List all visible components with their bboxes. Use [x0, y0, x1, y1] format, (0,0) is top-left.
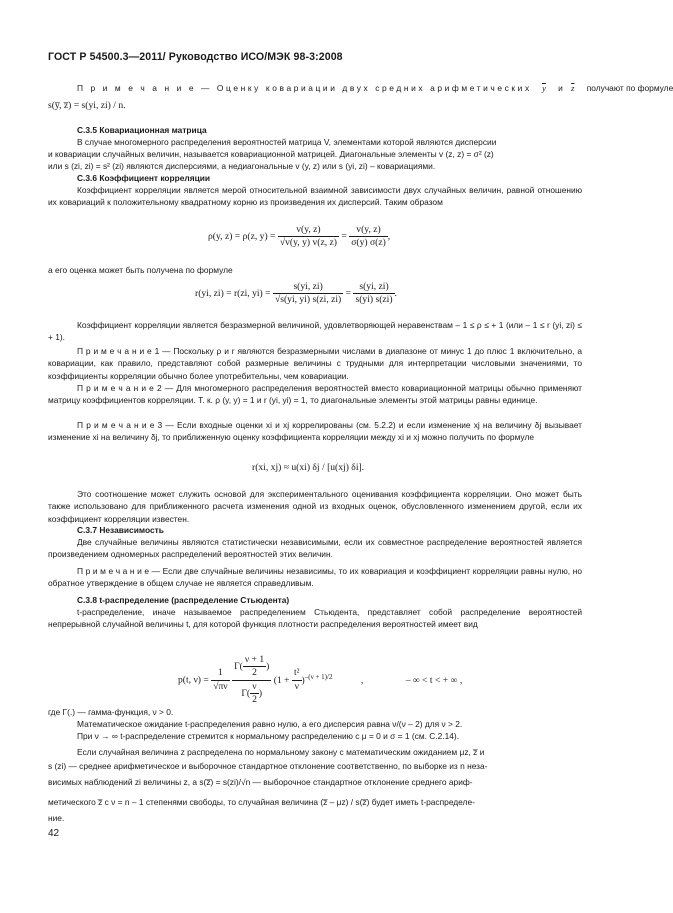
formula-cov-means: s(y̅, z̅) = s(yi, zi) / n.: [48, 100, 126, 111]
c37-paragraph: Две случайные величины являются статистически независимыми, если их совместное распределение вероятностей является произведением одномерных распределений вероятностей этих величин.: [48, 537, 582, 560]
c38-paragraph: t-распределение, иначе называемое распределением Стьюдента, представляет собой распределение вероятностей непрерывной случайной величины t, для которой функция плотности распределения вероятностей имеет вид: [48, 607, 582, 630]
c38-line-5: ние.: [48, 813, 65, 823]
formula-r-approx: r(xi, xj) ≈ u(xi) δj / [u(xj) δi].: [252, 462, 365, 473]
note-covariance: П р и м е ч а н и е — Оценку ковариации двух средних арифметических $\overline{y}$ и $\overline{z}$ получают по формуле: [77, 83, 673, 93]
formula-r: r(yi, zi) = r(zi, yi) = $\frac{s(yi, zi)}{√s(yi, yi) s(zi, zi)}$ = $\frac{s(yi, zi)}{s(yi) s(zi)}$ .: [195, 281, 397, 306]
c36-dimensionless: Коэффициент корреляции является безразмерной величиной, удовлетворяющей неравенствам – 1 ≤ ρ ≤ + 1 (или – 1 ≤ r (yi, zi) ≤ + 1).: [48, 320, 582, 343]
c38-line-2: s (zi) — среднее арифметическое и выборочное стандартное отклонение соответственно, по выборке из n неза-: [48, 761, 488, 771]
c36-note-3: П р и м е ч а н и е 3 — Если входные оценки xi и xj коррелированы (см. 5.2.2) и если изменение xj на величину δj вызывает изменение xi на величину δj, то приближенную оценку коэффициента корреляции между xi и xj можно получить по формуле: [48, 420, 582, 443]
heading-c38: C.3.8 t-распределение (распределение Стьюдента): [77, 595, 290, 605]
c36-conclusion: Это соотношение может служить основой для экспериментального оценивания коэффициента корреляции. Оно может быть также использовано для приближенного расчета изменения одной из входных оценок, обусловленного изменением другой, если их коэффициент корреляции известен.: [48, 489, 582, 524]
c35-line-1: В случае многомерного распределения вероятностей матрица V, элементами которой являются дисперсии: [77, 137, 497, 147]
c38-gamma: где Γ(.) — гамма-функция, ν > 0.: [48, 707, 174, 717]
formula-rho: ρ(y, z) = ρ(z, y) = $\frac{v(y, z)}{√v(y, y) v(z, z)}$ = $\frac{v(y, z)}{\sigma(y) \sigma(z)}$ ,: [208, 224, 391, 249]
c36-estimate: а его оценка может быть получена по формуле: [48, 265, 233, 275]
heading-c36: C.3.6 Коэффициент корреляции: [77, 173, 211, 183]
c35-line-3: или s (zi, zi) = s² (zi) являются дисперсиями, а недиагональные v (y, z) или s (yi, zi) – ковариациями.: [48, 161, 436, 171]
c37-note: П р и м е ч а н и е — Если две случайные величины независимы, то их ковариация и коэффициент корреляции равны нулю, но обратное утверждение в общем случае не является справедливым.: [48, 566, 582, 589]
c36-note-2: П р и м е ч а н и е 2 — Для многомерного распределения вероятностей вместо ковариационной матрицы обычно применяют матрицу коэффициентов корреляции. Т. к. ρ (y, y) = 1 и r (yi, yi) = 1, то диагональные элементы этой матрицы равны единице.: [48, 383, 582, 406]
heading-c37: C.3.7 Независимость: [77, 525, 164, 535]
formula-t-density: p(t, ν) = $\frac{1}{√\pi\nu}$ Γ( $\frac{\nu + 1}{2}$ ) Γ( $\frac{\nu}{2}$ ) (1 + $\frac{\text{t²}}{\nu}$ )$^{-(\nu + 1)/2}$ , – ∞ < t < + ∞ ,: [178, 654, 463, 706]
heading-c35: C.3.5 Ковариационная матрица: [77, 125, 207, 135]
c38-line-3: висимых наблюдений zi величины z, а s(z̅) = s(zi)/√n — выборочное стандартное отклонение среднего ариф-: [48, 777, 473, 787]
page-number: 42: [48, 828, 60, 839]
note-covariance-and: и: [558, 83, 563, 93]
page-header: ГОСТ Р 54500.3—2011/ Руководство ИСО/МЭК 98-3:2008: [48, 51, 343, 63]
c38-limit: При ν → ∞ t-распределение стремится к нормальному распределению с μ = 0 и σ = 1 (см. C.2.14).: [77, 731, 460, 741]
c38-line-1: Если случайная величина z распределена по нормальному закону с математическим ожиданием μz, z̅ и: [77, 747, 485, 757]
c35-line-2: и ковариации случайных величин, называется ковариационной матрицей. Диагональные элементы v (z, z) = σ² (z): [48, 149, 494, 159]
c36-note-1: П р и м е ч а н и е 1 — Поскольку ρ и r являются безразмерными числами в диапазоне от минус 1 до плюс 1 включительно, а ковариации, как правило, представляют собой размерные величины с трудными для интерпретации числовыми значениями, то коэффициенты корреляции обычно более употребительны, чем ковариации.: [48, 346, 582, 381]
c36-paragraph: Коэффициент корреляции является мерой относительной взаимной зависимости двух случайных величин, равной отношению их ковариаций к положительному квадратному корню из произведения их дисперсий. Таким образом: [48, 185, 582, 208]
c38-mean: Математическое ожидание t-распределения равно нулю, а его дисперсия равна ν/(ν – 2) для ν > 2.: [77, 719, 463, 729]
note-covariance-lead: П р и м е ч а н и е — Оценку ковариации двух средних арифметических: [77, 83, 532, 93]
c38-line-4: метического z̅ с ν = n – 1 степенями свободы, то случайная величина (z̅ – μz) / s(z̅) будет иметь t-распределе-: [48, 797, 475, 807]
note-covariance-tail: получают по формуле: [586, 83, 673, 93]
